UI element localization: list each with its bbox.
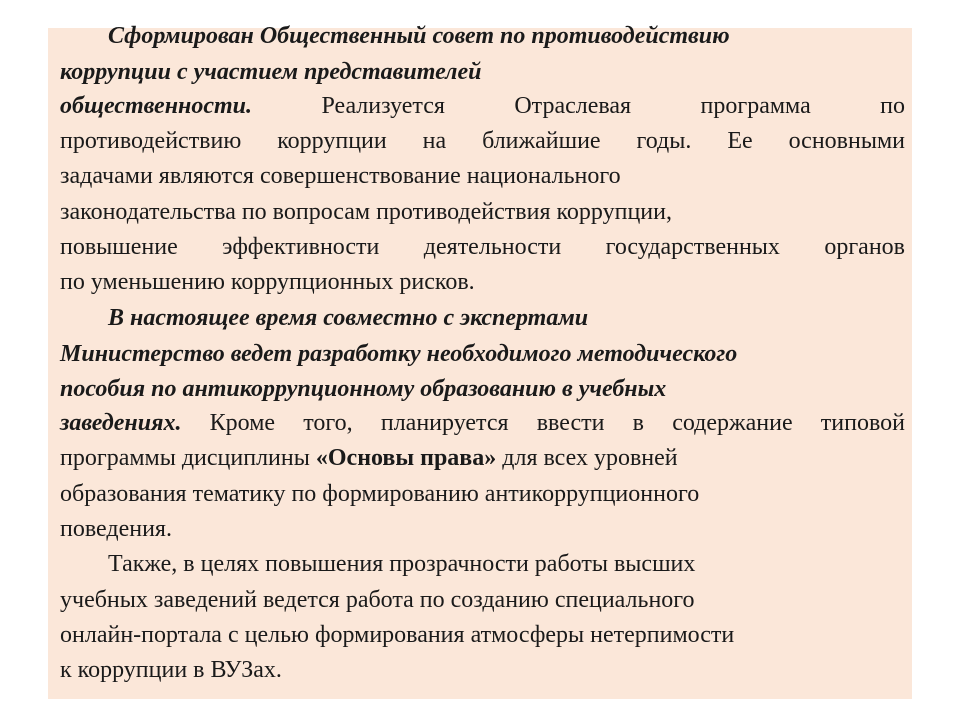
p1-line-4-text: противодействию коррупции на ближайшие годы. Ее основными [60, 128, 905, 154]
p2-line-5-text-end: для всех уровней [496, 445, 678, 471]
p2-line-5-text: программы дисциплины [60, 445, 316, 471]
p3-line-3 [60, 621, 905, 649]
p3-line-2-text: учебных заведений ведется работа по созданию специального [60, 587, 695, 613]
p1-line-7 [60, 233, 905, 261]
p2-line-4 [60, 409, 905, 437]
p1-line-3 [60, 92, 905, 120]
p1-line-1-text: Сформирован Общественный совет по противодействию [108, 23, 730, 49]
p2-line-2 [60, 340, 905, 368]
p1-line-8-text: по уменьшению коррупционных рисков. [60, 269, 475, 295]
p2-line-1-text: В настоящее время совместно с экспертами [108, 305, 589, 331]
p1-line-8 [60, 268, 905, 296]
p3-line-1-text: Также, в целях повышения прозрачности работы высших [108, 551, 696, 577]
p1-line-7-text: повышение эффективности деятельности государственных органов [60, 234, 905, 260]
p1-line-2 [60, 58, 905, 86]
p2-line-4-bold: заведениях. [60, 410, 182, 436]
p3-line-3-text: онлайн-портала с целью формирования атмосферы нетерпимости [60, 622, 735, 648]
p1-line-4 [60, 127, 905, 155]
p2-line-5-bold: «Основы права» [315, 445, 497, 471]
p2-line-7 [60, 515, 905, 543]
p2-line-5 [60, 444, 905, 472]
p1-line-6-text: законодательства по вопросам противодействия коррупции, [60, 199, 672, 225]
p2-line-3 [60, 375, 905, 403]
p1-line-5-text: задачами являются совершенствование национального [60, 163, 621, 189]
p1-line-5 [60, 162, 905, 190]
p2-line-3-text: пособия по антикоррупционному образованию в учебных [60, 376, 667, 402]
p1-line-3-text: Реализуется Отраслевая программа по [252, 93, 905, 119]
p2-line-4-text: Кроме того, планируется ввести в содержание типовой [181, 410, 905, 436]
p1-line-6 [60, 198, 905, 226]
p2-line-1 [108, 304, 905, 332]
p1-line-3-bold: общественности. [60, 93, 253, 119]
p2-line-2-text: Министерство ведет разработку необходимого методического [60, 341, 738, 367]
p3-line-4-text: к коррупции в ВУЗах. [60, 657, 282, 683]
p2-line-6 [60, 480, 905, 508]
p1-line-1 [108, 22, 905, 50]
p2-line-7-text: поведения. [60, 516, 172, 542]
p1-line-2-text: коррупции с участием представителей [60, 59, 482, 85]
p3-line-1 [108, 550, 905, 578]
p3-line-4 [60, 656, 905, 684]
p2-line-6-text: образования тематику по формированию антикоррупционного [60, 481, 700, 507]
p3-line-2 [60, 586, 905, 614]
